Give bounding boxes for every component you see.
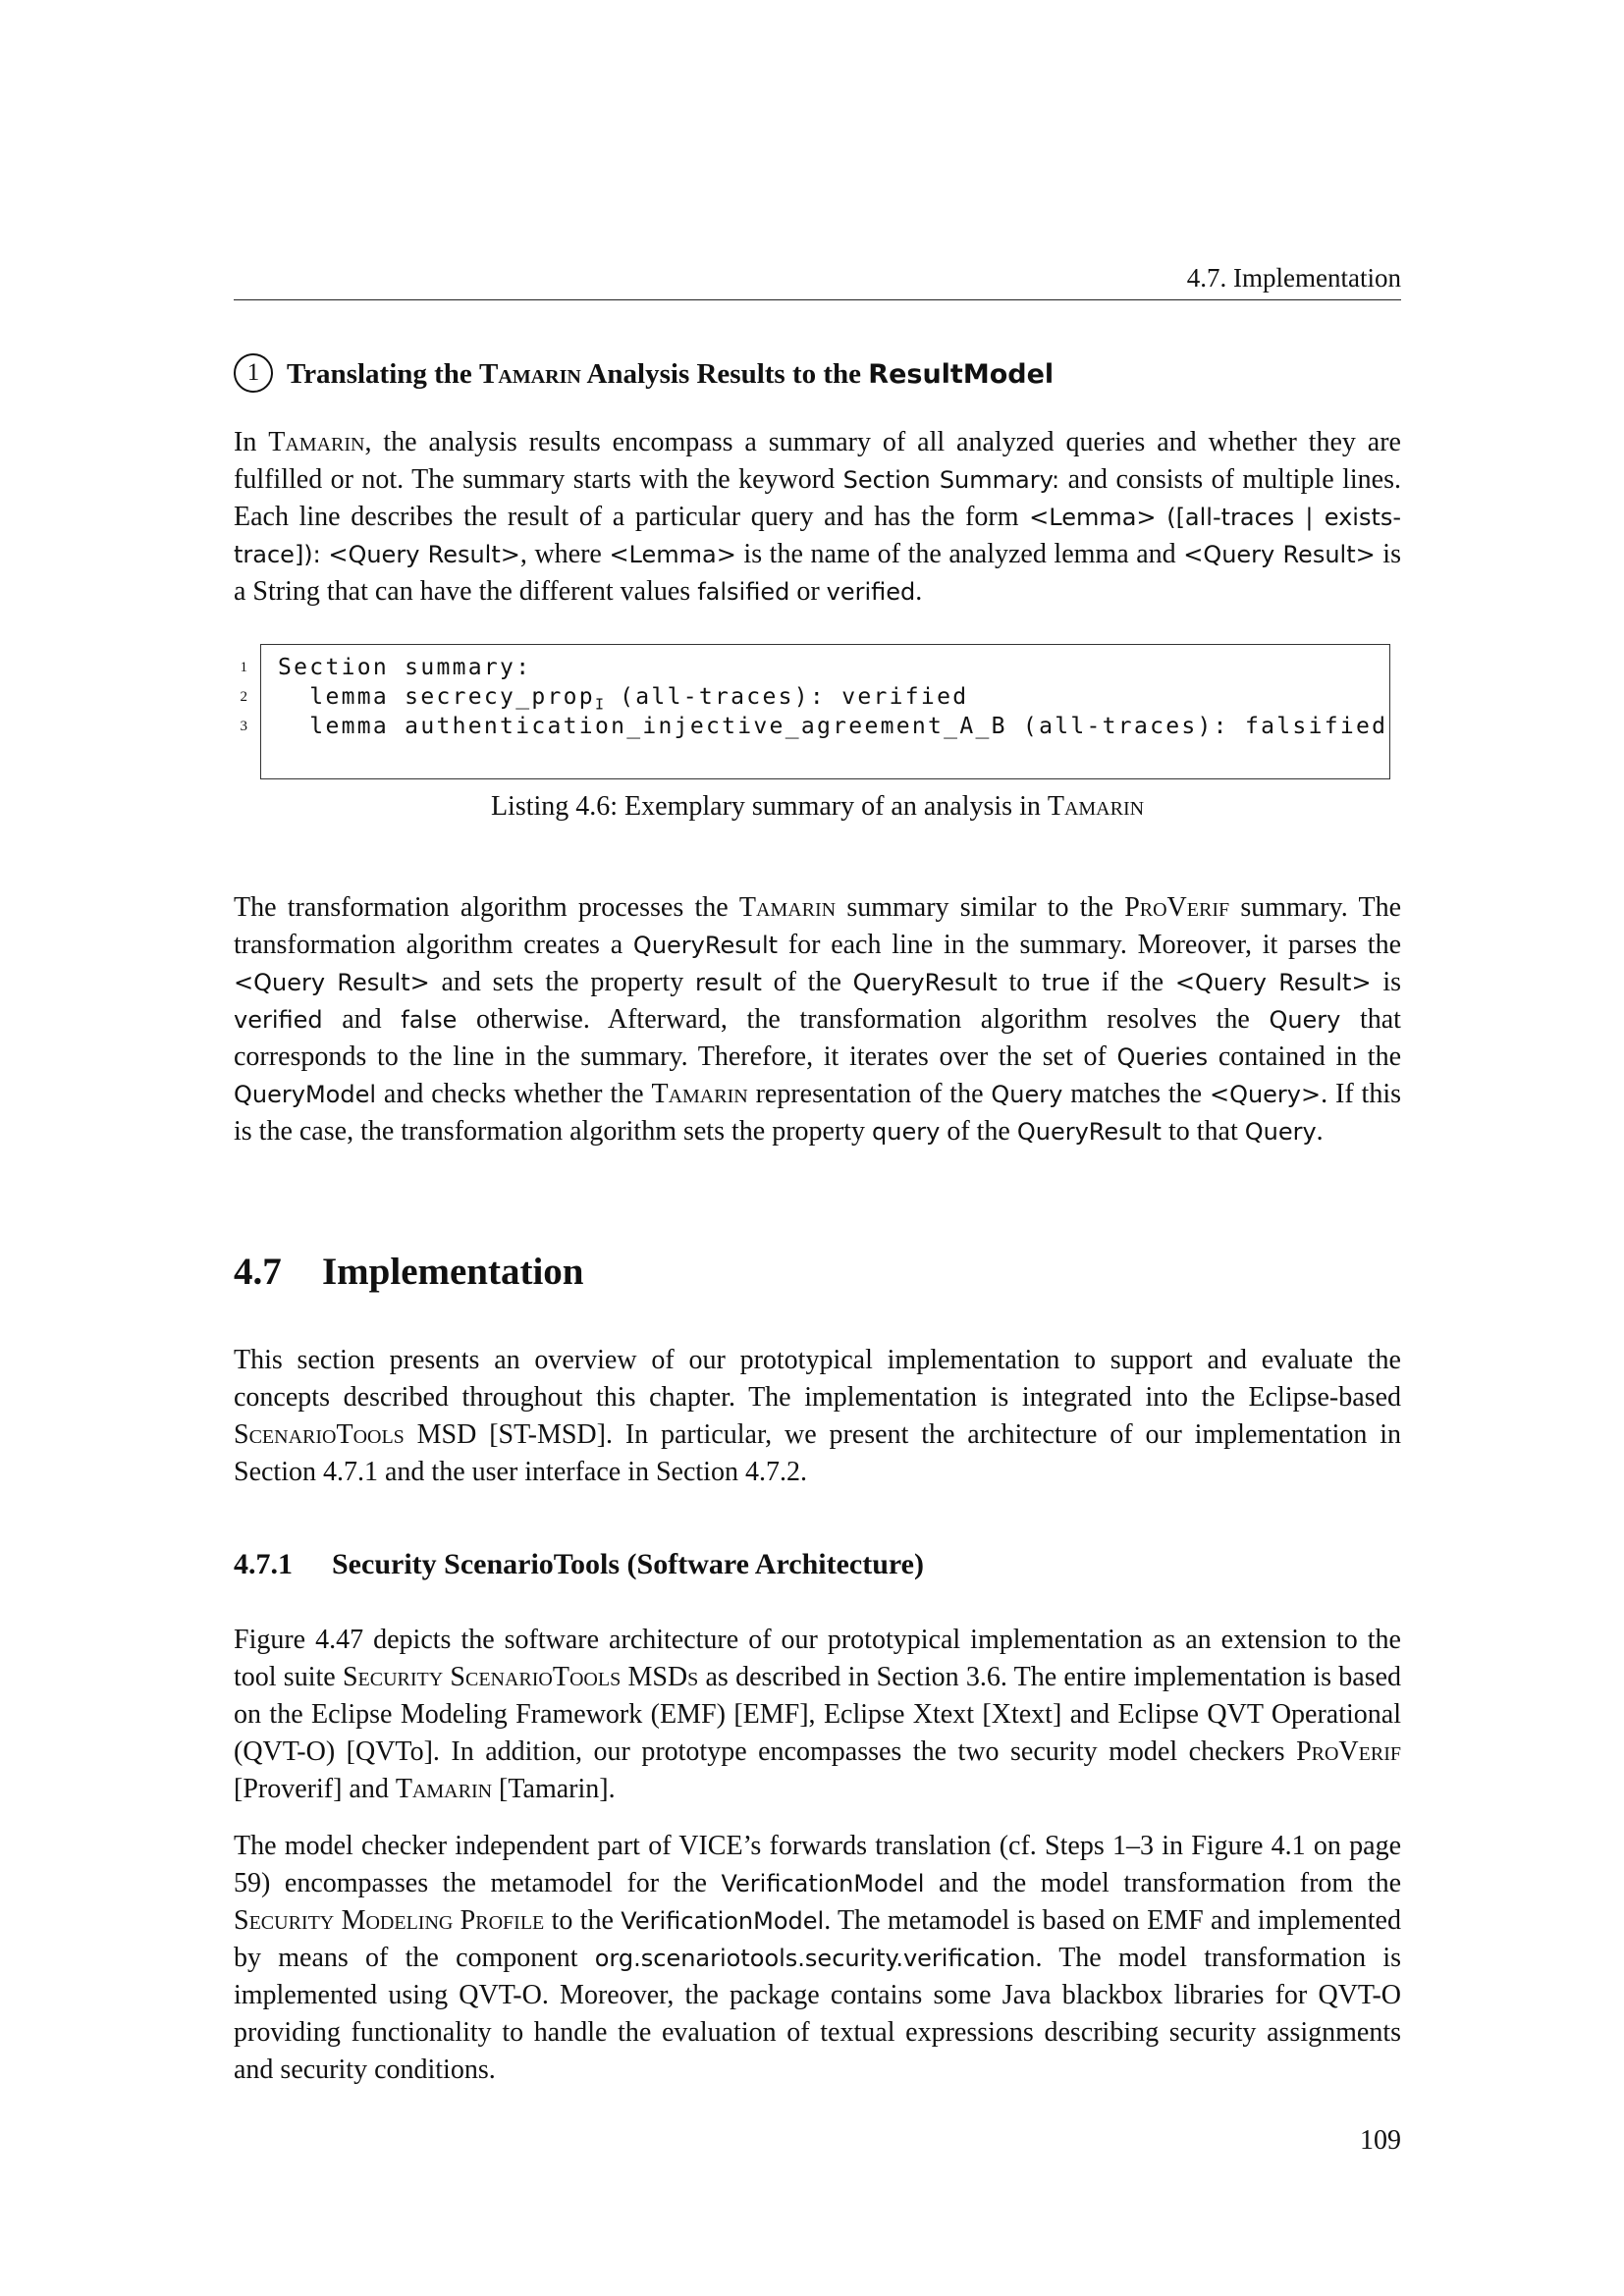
text: contained in the: [1208, 1041, 1401, 1072]
keyword: <Lemma>: [609, 541, 736, 568]
text: summary. The transformation algorithm creates a: [234, 892, 1401, 960]
keyword: VerificationModel: [621, 1907, 825, 1935]
keyword: QueryResult: [1016, 1118, 1162, 1146]
subsection-heading: [234, 1545, 1401, 1584]
running-head: 4.7. Implementation: [1186, 263, 1401, 293]
text: MSD [ST-MSD]. In particular, we present the architecture of our implementation in Section 4.7.1 and the user interface in Section 4.7.2.: [234, 1419, 1401, 1487]
text: and consists of multiple lines. Each line describes the result of a particular query and has the form: [234, 464, 1401, 532]
text: The transformation algorithm processes the: [234, 892, 739, 923]
text: to: [997, 967, 1043, 997]
code-text: lemma secrecy_prop: [278, 684, 595, 710]
keyword: Query: [1244, 1118, 1317, 1146]
text: representation of the: [747, 1079, 992, 1109]
tool-name: ProVerif: [1296, 1736, 1401, 1767]
caption-tool: Tamarin: [1047, 791, 1145, 822]
text: of the: [761, 967, 853, 997]
text: if the: [1090, 967, 1175, 997]
section-title: Implementation: [322, 1251, 584, 1293]
subsection-title: Security ScenarioTools (Software Architecture): [332, 1548, 924, 1580]
text: is a String that can have the different values: [234, 539, 1401, 607]
text: . The metamodel is based on EMF and implemented by means of the component: [234, 1905, 1401, 1973]
step-heading: [234, 354, 1401, 396]
keyword: query: [872, 1118, 941, 1146]
text: that corresponds to the line in the summary. Therefore, it iterates over the set of: [234, 1004, 1401, 1072]
text: , the analysis results encompass a summary of all analyzed queries and whether they are fulfilled or not. The summary starts with the keyword: [234, 427, 1401, 495]
line-number: 3: [240, 719, 247, 734]
keyword: QueryResult: [632, 932, 779, 959]
tool-name: Tamarin: [651, 1079, 748, 1109]
text: and the model transformation from the: [924, 1868, 1401, 1898]
tool-name: Tamarin: [738, 892, 837, 923]
text: .: [915, 576, 923, 607]
subsection-number: 4.7.1: [234, 1548, 293, 1580]
text: This section presents an overview of our prototypical implementation to support and evaluate the concepts described throughout this chapter. The implementation is integrated into the Eclipse-based: [234, 1345, 1401, 1413]
keyword: verified: [826, 578, 916, 606]
paragraph-model-checker: [234, 1828, 1401, 2089]
text: or: [789, 576, 827, 607]
tool-name: Security ScenarioTools MSDs: [342, 1662, 699, 1692]
code-line: lemma authentication_injective_agreement_A_B (all-traces): falsified: [278, 714, 1388, 739]
keyword: org.scenariotools.security.verification: [594, 1945, 1036, 1972]
code-line: Section summary:: [278, 655, 532, 680]
keyword: false: [401, 1006, 458, 1034]
paragraph-section-intro: [234, 1342, 1401, 1491]
text: to that: [1161, 1116, 1245, 1147]
keyword: <Lemma>: [1029, 504, 1157, 531]
text: [Proverif] and: [234, 1774, 396, 1804]
tool-name: Tamarin: [268, 427, 365, 457]
text: otherwise. Afterward, the transformation algorithm resolves the: [457, 1004, 1270, 1035]
page-number: 109: [1360, 2125, 1401, 2156]
keyword: QueryModel: [234, 1081, 376, 1108]
keyword: <Query Result>: [1183, 541, 1376, 568]
paragraph-transformation: [234, 889, 1401, 1150]
text: to the: [544, 1905, 622, 1936]
code-subscript: I: [594, 695, 604, 714]
tool-name: ProVerif: [1124, 892, 1230, 923]
header-rule: [234, 299, 1401, 300]
keyword: <Query>: [1209, 1081, 1322, 1108]
keyword: Query: [1269, 1006, 1341, 1034]
text: summary similar to the: [836, 892, 1125, 923]
keyword: <Query Result>: [1174, 969, 1372, 996]
keyword: falsified: [697, 578, 790, 606]
text: and sets the property: [429, 967, 695, 997]
keyword: VerificationModel: [721, 1870, 925, 1897]
text: of the: [940, 1116, 1017, 1147]
tool-name: Tamarin: [395, 1774, 493, 1804]
paragraph-tamarin-results: [234, 424, 1401, 611]
keyword: true: [1042, 969, 1091, 996]
text: as described in Section 3.6. The entire implementation is based on the Eclipse Modeling Framework (EMF) [EMF], Eclipse Xtext [Xtext] and Eclipse QVT Operational (QVT-O) [QVTo]. In addition, our prototype encompasses the two security model checkers: [234, 1662, 1401, 1767]
text: is the name of the analyzed lemma and: [735, 539, 1184, 569]
section-number: 4.7: [234, 1251, 282, 1293]
step-heading-text: Translating the: [287, 358, 480, 390]
text: for each line in the summary. Moreover, it parses the: [778, 930, 1401, 960]
keyword: Query: [991, 1081, 1063, 1108]
keyword: ([all-traces | exists-trace]):: [234, 504, 1402, 568]
keyword: result: [694, 969, 762, 996]
text: The model checker independent part of VICE’s forwards translation (cf. Steps 1–3 in Figure 4.1 on page 59) encompasses the metamodel for the: [234, 1831, 1401, 1898]
paragraph-architecture: [234, 1622, 1401, 1808]
caption-text: Listing 4.6: Exemplary summary of an analysis in: [490, 791, 1048, 822]
keyword: <Query Result>: [234, 969, 430, 996]
keyword: Queries: [1116, 1043, 1209, 1071]
text: [Tamarin].: [492, 1774, 616, 1804]
text: . If this is the case, the transformation algorithm sets the property: [234, 1079, 1401, 1147]
text: .: [1316, 1116, 1324, 1147]
text: . The model transformation is implemented using QVT-O. Moreover, the package contains some Java blackbox libraries for QVT-O providing functionality to handle the evaluation of textual expressions describing security assignments and security conditions.: [234, 1943, 1401, 2085]
text: is: [1371, 967, 1402, 997]
tool-name: ScenarioTools: [234, 1419, 405, 1450]
text: Figure 4.47 depicts the software architecture of our prototypical implementation as an extension to the tool suite: [234, 1625, 1401, 1692]
text: In: [234, 427, 269, 457]
keyword: QueryResult: [852, 969, 998, 996]
code-text: (all-traces): verified: [603, 684, 969, 710]
keyword: <Query Result>: [328, 541, 520, 568]
text: , where: [519, 539, 610, 569]
step-heading-model: ResultModel: [868, 359, 1055, 390]
tool-name: Security Modeling Profile: [234, 1905, 545, 1936]
text: matches the: [1062, 1079, 1210, 1109]
section-heading: [234, 1248, 1401, 1297]
text: and checks whether the: [376, 1079, 652, 1109]
listing-caption: [234, 788, 1401, 826]
line-number: 1: [240, 660, 247, 675]
text: and: [322, 1004, 402, 1035]
step-heading-tool: Tamarin: [479, 358, 581, 390]
step-number-badge: 1: [234, 353, 273, 393]
code-line: [278, 682, 968, 712]
keyword: Section Summary:: [842, 466, 1060, 494]
keyword: verified: [234, 1006, 323, 1034]
line-number: 2: [240, 689, 247, 705]
step-heading-text: Analysis Results to the: [580, 358, 869, 390]
